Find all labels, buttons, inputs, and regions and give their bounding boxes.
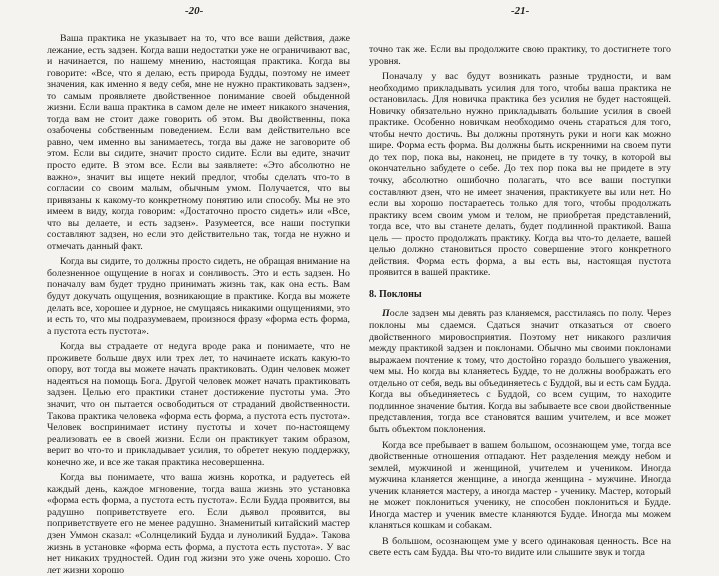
continued-paragraph: точно так же. Если вы продолжите свою практику, то достигнете того уровня.	[369, 44, 671, 67]
paragraph: Когда все пребывает в вашем большом, осознающем уме, тогда все двойственные отношения отпадают. Нет разделения между небом и землей, мужчиной и женщиной, учителем и учеником. Иногда мужчина кланяется женщине, а иногда женщина - мужчине. Иногда ученик кланяется мастеру, а иногда мастер - ученику. Мастер, который не может поклониться ученику, не способен поклониться и Будде. Иногда мастер и ученик вместе кланяются Будде. Иногда мы можем кланяться кошкам и собакам.	[369, 439, 671, 532]
paragraph: Когда вы понимаете, что ваша жизнь коротка, и радуетесь ей каждый день, каждое мгновение, тогда ваша жизнь это установка «форма есть форма, а пустота есть пустота». Если Будда проявится, вы радушно поприветствуете его. Если дьявол проявится, вы поприветствуете его не менее радушно. Знаменитый китайский мастер дзен Уммон сказал: «Солнцеликий Будда и луноликий Будда». Такова жизнь в установке «форма есть форма, а пустота есть пустота». У вас нет никаких трудностей. Один год жизни это уже очень хорошо. Сто лет жизни хорошо	[47, 472, 350, 576]
paragraph: Когда вы сидите, то должны просто сидеть, не обращая внимание на болезненное ощущение в ногах и сонливость. Это и есть задзен. Но поначалу вам будет трудно принимать жизнь так, как она есть. Вам будут докучать ощущения, возникающие в практике. Когда вы можете делать все, хорошее и дурное, не смущаясь никакими ощущениями, это и есть то, что мы подразумеваем, произнося фразу «форма есть форма, а пустота есть пустота».	[47, 256, 350, 337]
right-page-text	[369, 44, 671, 559]
paragraph: В большом, осознающем уме у всего одинаковая ценность. Все на свете есть сам Будда. Вы что-то видите или слышите звук и тогда	[369, 535, 671, 559]
section-heading: 8. Поклоны	[369, 288, 422, 300]
drop-letter: П	[382, 308, 390, 320]
paragraph: Ваша практика не указывает на то, что все ваши действия, даже лежание, есть задзен. Когда ваши недостатки уже не ограничивают вас, и начинается, по нашему мнению, настоящая практика. Когда вы говорите: «Все, что я делаю, есть природа Будды, поэтому не имеет значения, как именно я веду себя, мне не нужно практиковать задзен», то самым проявляете двойственное понимание своей обыденной жизни. Если ваша практика в самом деле не имеет никакого значения, тогда вам не стоит даже говорить об этом. Вы двойственны, пока озабочены собственным поведением. Если вам действительно все равно, чем именно вы занимаетесь, тогда вы даже не заговорите об этом. Если вы сидите, значит просто сидите. Если вы едите, значит просто едите. В этом все. Если вы заявляете: «Это абсолютно не важно», значит вы ищете некий предлог, чтобы сделать что-то в согласии со своим малым, обычным умом. Получается, что вы привязаны к какому-то конкретному понятию или способу. Мы не это имеем в виду, когда говорим: «Достаточно просто сидеть» или «Все, что вы делаете, и есть задзен». Разумеется, все наши поступки составляют задзен, но если это действительно так, тогда не нужно и отмечать данный факт.	[47, 33, 350, 252]
paragraph: Поначалу у вас будут возникать разные трудности, и вам необходимо прикладывать усилия для того, чтобы ваша практика не остановилась. Для новичка практика без усилия не будет настоящей. Новичку обязательно нужно прикладывать большие усилия в своей практике. Особенно новичкам необходимо очень стараться для того, чтобы нечто достичь. Вы должны протянуть руки и ноги как можно шире. Форма есть форма. Вы должны быть искренними на своем пути до тех пор, пока вы, наконец, не придете в ту точку, в которой вы окончательно забудете о себе. До тех пор пока вы не придете в эту точку, абсолютно ошибочно полагать, что все ваши поступки составляют дзен, что не имеет значения, практикуете вы или нет. Но если вы хорошо постараетесь только для того, чтобы продолжать практику всем своим умом и телом, не приобретая представлений, тогда все, что вы станете делать, будет подлинной практикой. Ваша цель — просто продолжать практику. Когда вы что-то делаете, вашей целью должно становиться просто совершение этого конкретного действия. Форма есть форма, а вы есть вы, настоящая пустота проявится в вашей практике.	[369, 71, 671, 279]
page-number-right: -21-	[511, 5, 530, 17]
right-page	[359, 0, 719, 559]
paragraph	[369, 308, 671, 435]
left-page-text	[47, 33, 350, 576]
paragraph: Когда вы страдаете от недуга вроде рака и понимаете, что не проживете больше двух или трех лет, то начинаете искать какую-то опору, вот тогда вы можете начать практиковать. Один человек может надеяться на помощь Бога. Другой человек может начать практиковать задзен. Целью его практики станет достижение пустоты ума. Это значит, что он пытается освободиться от страданий двойственности. Такова практика человека «форма есть форма, а пустота есть пустота». Человек воспринимает истину пустоты и хочет по-настоящему реализовать ее в своей жизни. Если он практикует таким образом, верит во что-то и прикладывает усилия, то обретет некую поддержку, конечно же, и все же такая практика несовершенна.	[47, 341, 350, 468]
page-number-left: -20-	[185, 5, 204, 17]
paragraph-text: осле задзен мы девять раз кланяемся, расстилаясь по полу. Через поклоны мы сдаемся. Сдаться значит отказаться от своего двойственного мировосприятия. Поэтому нет никакого различия между практикой задзен и поклонами. Обычно мы своими поклонами выражаем почтение к тому, что достойно гораздо большего уважения, чем мы. Но когда вы кланяетесь Будде, то не должны воображать его отдельно от себя, ведь вы объединяетесь с Буддой, вы и есть сам Будда. Когда вы объединяетесь с Буддой, со всем сущим, то находите подлинное значение бытия. Когда вы забываете все свои двойственные представления, тогда все становятся вашим учителем, и все может быть объектом поклонения.	[369, 308, 671, 435]
